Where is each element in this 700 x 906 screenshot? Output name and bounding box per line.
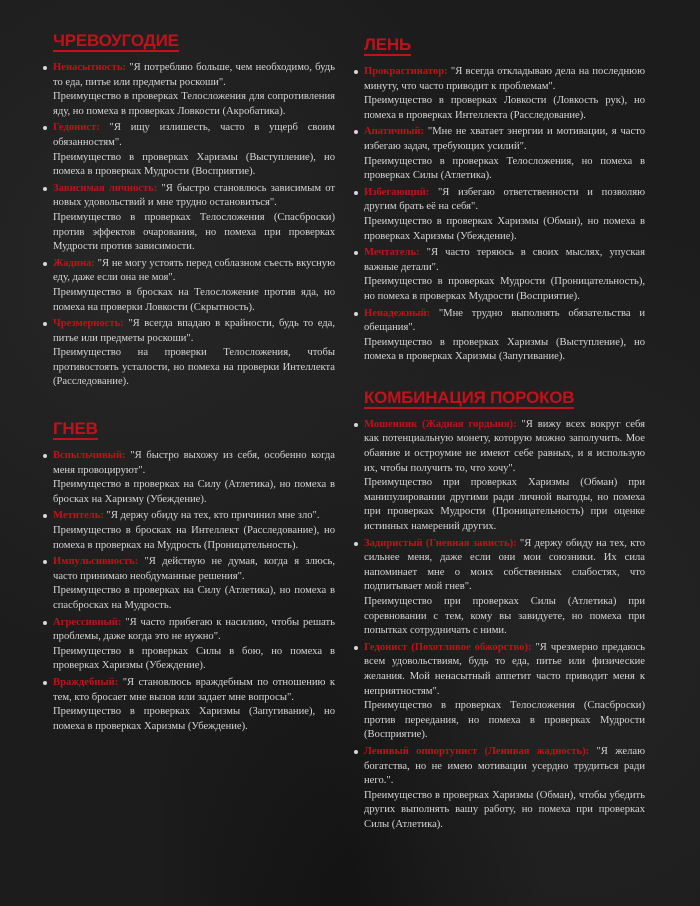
vice-quote: "Я желаю богатства, но не имею мотивации усердно трудиться ради него.". (364, 745, 645, 787)
list-item (53, 257, 335, 315)
vice-quote: "Я действую не думая, когда я злюсь, часто принимаю необдуманные решения". (53, 556, 335, 582)
vice-quote: "Я часто прибегаю к насилию, чтобы решать проблемы, даже когда это не нужно". (53, 616, 335, 643)
vice-name: Чрезмерность: (53, 318, 124, 330)
vice-name: Метитель: (53, 510, 104, 522)
vice-name: Агрессивный: (53, 616, 122, 628)
vice-name: Гедонист (Похотливое обжорство): (364, 641, 532, 653)
vice-effect: Преимущество в проверках Харизмы (Выступление), но помеха в проверках Мудрости (Восприятие). (53, 151, 335, 178)
vice-quote: "Я потребляю больше, чем необходимо, будь то еда, питье или предметы роскоши". (53, 62, 335, 88)
vice-quote: "Я становлюсь враждебным по отношению к тем, кто бросает мне вызов или задает мне вопросы". (53, 676, 335, 703)
vice-quote: "Я не могу устоять перед соблазном съесть вкусную еду, даже если она не моя". (53, 257, 335, 284)
list-item (364, 307, 645, 365)
list-item (364, 125, 645, 183)
vice-name: Вспыльчивый: (53, 450, 126, 462)
vice-name: Мечтатель: (364, 247, 420, 259)
vice-name: Избегающий: (364, 186, 430, 198)
vice-name: Враждебный: (53, 676, 119, 688)
vice-name: Мошенник (Жадная гордыня): (364, 418, 517, 430)
list-item (53, 449, 335, 507)
list-item (53, 61, 335, 119)
vice-name: Прокрастинатор: (364, 66, 448, 77)
vice-quote: "Я ищу излишесть, часто в ущерб своим обязанностям". (53, 122, 335, 148)
vice-name: Импульсивность: (53, 556, 139, 568)
vice-quote: "Я быстро выхожу из себя, особенно когда меня провоцируют". (53, 450, 335, 476)
vice-effect: Преимущество в проверках Харизмы (Выступление), но помеха в проверках Харизмы (Запугивание). (364, 336, 645, 363)
section-title-combination: КОМБИНАЦИЯ ПОРОКОВ (364, 387, 575, 407)
vice-effect: Преимущество в проверках Харизмы (Обман), но помеха в проверках Харизмы (Убеждение). (364, 215, 645, 242)
vice-effect: Преимущество в проверках Ловкости (Ловкость рук), но помеха в проверках Интеллекта (Расследование). (364, 95, 645, 121)
vice-effect: Преимущество в проверках Телосложения для сопротивления яду, но помеха в проверках Ловкости (Акробатика). (53, 91, 335, 117)
section-title-sloth: ЛЕНЬ (364, 35, 411, 54)
left-column (53, 0, 335, 736)
vice-effect: Преимущество в проверках Силы в бою, но помеха в проверках Харизмы (Убеждение). (53, 645, 335, 672)
vice-quote: "Я всегда откладываю дела на последнюю минуту, что часто приводит к проблемам". (364, 66, 645, 92)
list-item (53, 616, 335, 674)
vice-effect: Преимущество в проверках Телосложения (Спасброски) против эффектов очарования, но помеха при проверках Мудрости против зависимости. (53, 211, 335, 253)
vice-quote: "Я избегаю ответственности и позволяю другим брать её на себя". (364, 186, 645, 213)
vice-quote: "Я всегда впадаю в крайности, будь то еда, питье или предметы роскоши". (53, 318, 335, 344)
vice-quote: "Мне трудно выполнять обязательства и обещания". (364, 307, 645, 334)
section-title-wrath: ГНЕВ (53, 419, 98, 439)
vice-quote: "Мне не хватает энергии и мотивации, я часто избегаю задач, требующих усилий". (364, 126, 645, 152)
vice-name: Гедонист: (53, 122, 100, 134)
vice-effect: Преимущество в проверках Харизмы (Обман), чтобы убедить других выполнять вашу работу, но помеха при проверках Силы (Атлетика). (364, 789, 645, 830)
list-item (364, 246, 645, 304)
list-item (53, 182, 335, 255)
vice-effect: Преимущество в проверках Телосложения (Спасброски) против переедания, но помеха в проверках Мудрости (Восприятие). (364, 700, 645, 741)
vice-effect: Преимущество в проверках на Силу (Атлетика), но помеха в спасбросках на Мудрость. (53, 585, 335, 611)
vice-quote: "Я держу обиду на тех, кто причинил мне зло". (103, 510, 320, 522)
list-item (364, 537, 645, 639)
vice-effect: Преимущество на проверки Телосложения, чтобы противостоять усталости, но помеха на проверки Интеллекта (Расследование). (53, 347, 335, 388)
vice-name: Ненадежный: (364, 307, 431, 319)
vice-effect: Преимущество при проверках Харизмы (Обман) при манипулировании другими ради личной выгоды, но помеха при проверках Мудрости (Проницательность) при оценке истинных намерений других. (364, 477, 645, 533)
list-item (364, 186, 645, 244)
right-column (364, 0, 645, 835)
combination-section (364, 389, 645, 833)
vice-name: Апатичный: (364, 126, 425, 138)
list-item (53, 121, 335, 179)
list-item (53, 676, 335, 734)
list-item (53, 509, 335, 553)
vice-effect: Преимущество в бросках на Телосложение против яда, но помеха на проверки Ловкости (Скрытность). (53, 286, 335, 313)
vice-quote: "Я держу обиду на тех, кто сильнее меня, даже если они мои союзники. Их сила напоминает мне о моих собственных слабостях, что подпитывает мой гнев". (364, 537, 645, 593)
combination-list (364, 418, 645, 833)
vice-effect: Преимущество в проверках на Силу (Атлетика), но помеха в бросках на Харизму (Убеждение). (53, 479, 335, 505)
vice-effect: Преимущество в проверках Мудрости (Проницательность), но помеха в проверках Мудрости (Восприятие). (364, 276, 645, 302)
vice-quote: "Я чрезмерно предаюсь всем удовольствиям, будь то еда, питье или физические желания. Мой ненасытный аппетит часто приводит меня к неприятностям". (364, 641, 645, 697)
list-item (364, 745, 645, 833)
list-item (364, 641, 645, 743)
vice-name: Ненасытность: (53, 62, 126, 73)
section-title-gluttony: ЧРЕВОУГОДИЕ (53, 31, 179, 50)
sloth-list (364, 65, 645, 365)
vice-name: Ленивый оппортунист (Ленивая жадность): (364, 745, 590, 757)
list-item (364, 65, 645, 123)
wrath-list (53, 449, 335, 734)
vice-quote: "Я быстро становлюсь зависимым от новых удовольствий и мне трудно остановиться". (53, 182, 335, 209)
list-item (53, 317, 335, 390)
vice-name: Задиристый (Гневная зависть): (364, 537, 517, 549)
vice-effect: Преимущество в бросках на Интеллект (Расследование), но помеха в проверках на Мудрость (Проницательность). (53, 525, 335, 551)
vice-effect: Преимущество в проверках Харизмы (Запугивание), но помеха в проверках Харизмы (Убеждение). (53, 706, 335, 732)
vice-effect: Преимущество в проверках Телосложения, но помеха в проверках Силы (Атлетика). (364, 155, 645, 182)
list-item (53, 555, 335, 613)
vice-effect: Преимущество при проверках Силы (Атлетика) при соревновании с тем, кому вы завидуете, но помеха при попытках сотрудничать с ними. (364, 596, 645, 637)
gluttony-list (53, 61, 335, 390)
vice-name: Жадина: (53, 257, 95, 269)
vice-quote: "Я вижу всех вокруг себя как потенциальную монету, которую можно заполучить. Мое обаяние и остроумие не имеют себе равных, и я использую их, чтобы получить то, что хочу". (364, 418, 645, 474)
list-item (364, 418, 645, 535)
vice-name: Зависимая личность: (53, 182, 158, 194)
vice-quote: "Я часто теряюсь в своих мыслях, упуская важные детали". (364, 247, 645, 273)
